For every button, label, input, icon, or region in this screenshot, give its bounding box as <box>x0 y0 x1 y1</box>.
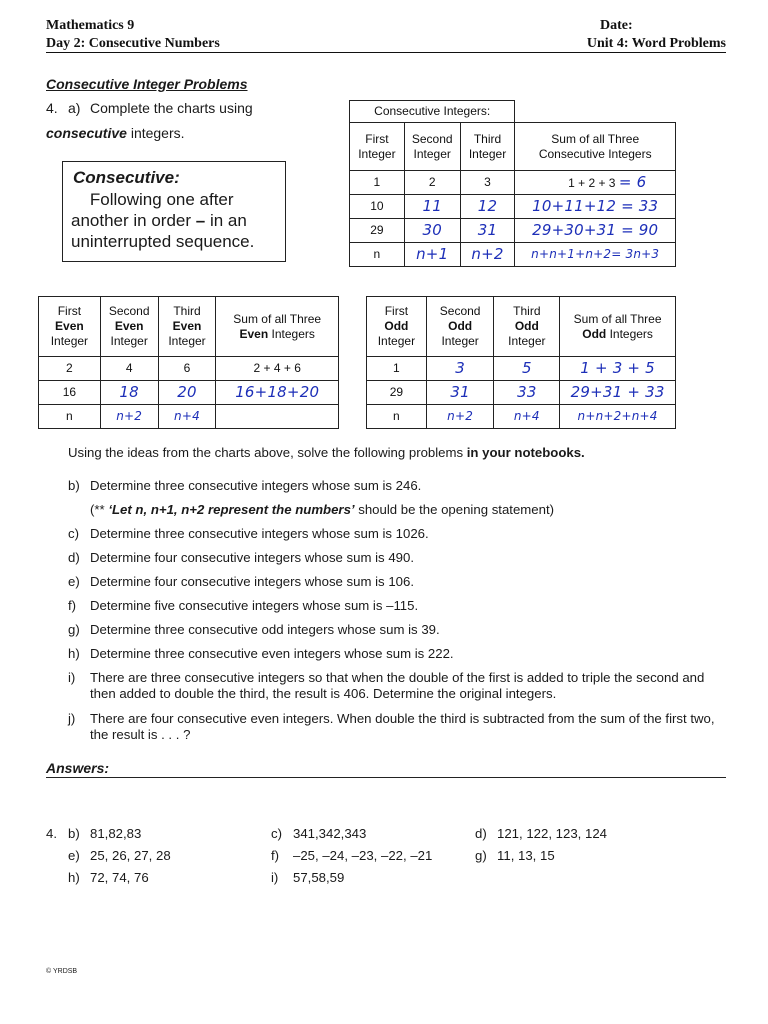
section-title: Consecutive Integer Problems <box>46 76 248 92</box>
table-cell: 29 <box>367 381 427 405</box>
handwritten-cell: n+n+2+n+4 <box>560 405 676 429</box>
even-integers-table <box>38 296 339 429</box>
handwritten-cell: 33 <box>494 381 560 405</box>
handwritten-cell: 1 + 3 + 5 <box>560 357 676 381</box>
handwritten-cell: 29+31 + 33 <box>560 381 676 405</box>
table-header-cell: Third Odd Integer <box>494 297 560 357</box>
table-cell: 2 <box>404 171 460 195</box>
instructions-bold: in your notebooks. <box>466 445 585 460</box>
question-number: 4. <box>46 100 58 116</box>
table-cell: 2 <box>39 357 101 381</box>
lesson-title: Day 2: Consecutive Numbers <box>46 36 220 51</box>
instructions <box>68 445 585 461</box>
handwritten-sum: = 6 <box>618 172 647 191</box>
table-cell: 4 <box>100 357 158 381</box>
table-header-cell: First Odd Integer <box>367 297 427 357</box>
handwritten-cell: n+4 <box>494 405 560 429</box>
handwritten-cell: n+n+1+n+2= 3n+3 <box>515 243 676 267</box>
answer-item: h) 72, 74, 76 <box>68 870 149 885</box>
bold-word: consecutive <box>46 125 127 141</box>
table-header-cell: Sum of all Three Consecutive Integers <box>515 123 676 171</box>
table-header-cell: Second Integer <box>404 123 460 171</box>
question-text-rest: integers. <box>126 125 185 141</box>
table-cell: 10 <box>350 195 405 219</box>
definition-dash: – <box>195 211 206 230</box>
table-cell: 1 <box>350 171 405 195</box>
answers-number: 4. <box>46 826 57 841</box>
table-cell: 16 <box>39 381 101 405</box>
handwritten-cell: n+4 <box>158 405 216 429</box>
answer-item: b) 81,82,83 <box>68 826 142 841</box>
table-caption: Consecutive Integers: <box>350 101 515 123</box>
table-header-cell: Second Odd Integer <box>426 297 494 357</box>
instructions-text: Using the ideas from the charts above, solve the following problems <box>68 445 467 460</box>
answer-item: i) 57,58,59 <box>271 870 345 885</box>
handwritten-cell: 16+18+20 <box>216 381 339 405</box>
handwritten-cell: 29+30+31 = 90 <box>515 219 676 243</box>
handwritten-cell: 30 <box>404 219 460 243</box>
table-cell: 3 <box>460 171 515 195</box>
handwritten-cell: n+2 <box>426 405 494 429</box>
handwritten-cell: n+2 <box>460 243 515 267</box>
table-header-cell: Third Integer <box>460 123 515 171</box>
unit-title: Unit 4: Word Problems <box>586 36 726 51</box>
handwritten-cell: 3 <box>426 357 494 381</box>
question-label: a) <box>68 100 81 116</box>
table-cell: 2 + 4 + 6 <box>216 357 339 381</box>
table-header-cell: Sum of all Three Odd Integers <box>560 297 676 357</box>
table-cell: n <box>350 243 405 267</box>
table-cell: 6 <box>158 357 216 381</box>
definition-text-1: Following one after another in order <box>71 190 234 230</box>
table-cell <box>216 405 339 429</box>
handwritten-cell: 18 <box>100 381 158 405</box>
answers-title: Answers: <box>46 760 110 776</box>
definition-text-2: in an uninterrupted sequence. <box>71 211 255 251</box>
answer-item: f) –25, –24, –23, –22, –21 <box>271 848 433 863</box>
handwritten-cell: 10+11+12 = 33 <box>515 195 676 219</box>
table-header-cell: First Even Integer <box>39 297 101 357</box>
answer-item: d) 121, 122, 123, 124 <box>475 826 607 841</box>
sum-printed: 1 + 2 + 3 <box>568 175 616 190</box>
answer-item: c) 341,342,343 <box>271 826 367 841</box>
table-cell: n <box>367 405 427 429</box>
answer-item: e) 25, 26, 27, 28 <box>68 848 171 863</box>
answer-item: g) 11, 13, 15 <box>475 848 555 863</box>
table-header-cell: Sum of all Three Even Integers <box>216 297 339 357</box>
table-cell: n <box>39 405 101 429</box>
table-cell: 29 <box>350 219 405 243</box>
handwritten-cell: 31 <box>426 381 494 405</box>
odd-integers-table <box>366 296 676 429</box>
handwritten-cell: 31 <box>460 219 515 243</box>
question-text-line2 <box>46 125 185 141</box>
table-cell <box>515 171 676 195</box>
course-title: Mathematics 9 <box>46 18 135 33</box>
handwritten-cell: n+2 <box>100 405 158 429</box>
definition-body <box>71 189 283 252</box>
table-cell: 1 <box>367 357 427 381</box>
date-label: Date: <box>600 18 633 33</box>
answers-rule <box>46 777 726 778</box>
table-header-cell: Second Even Integer <box>100 297 158 357</box>
table-header-cell: First Integer <box>350 123 405 171</box>
consecutive-integers-table <box>349 100 676 267</box>
handwritten-cell: n+1 <box>404 243 460 267</box>
handwritten-cell: 12 <box>460 195 515 219</box>
definition-box <box>62 161 286 262</box>
copyright-footer: © YRDSB <box>46 968 78 975</box>
question-text: Complete the charts using <box>90 100 253 116</box>
handwritten-cell: 20 <box>158 381 216 405</box>
table-header-cell: Third Even Integer <box>158 297 216 357</box>
definition-title: Consecutive: <box>73 168 180 187</box>
handwritten-cell: 11 <box>404 195 460 219</box>
header-rule <box>46 52 726 53</box>
handwritten-cell: 5 <box>494 357 560 381</box>
